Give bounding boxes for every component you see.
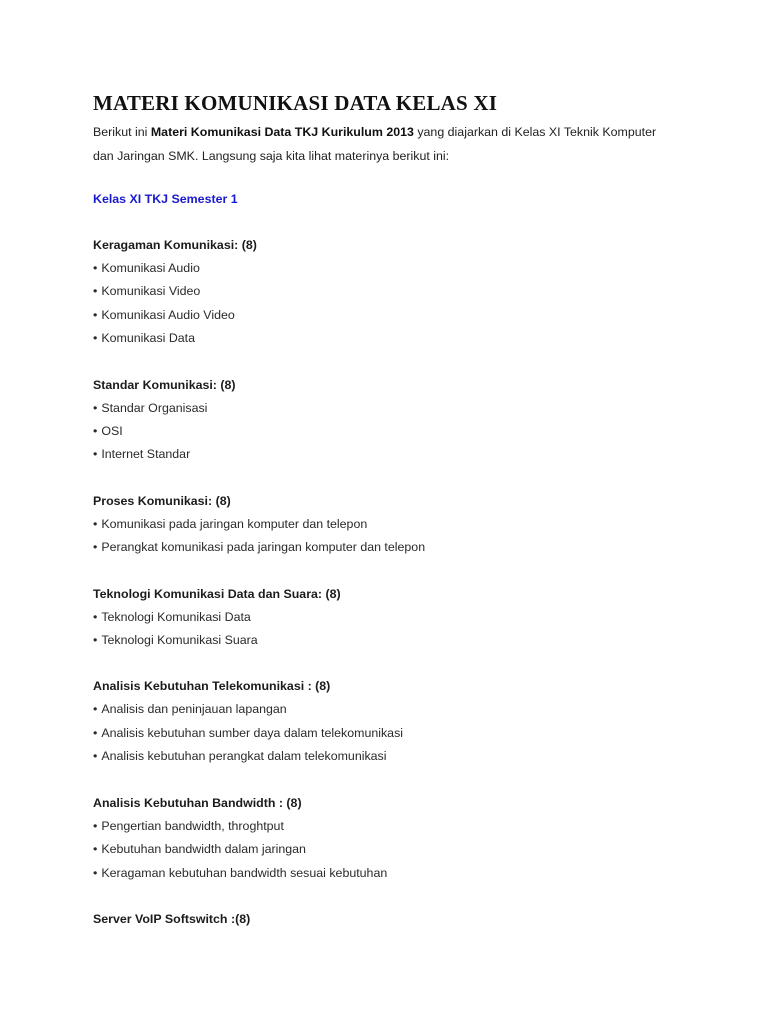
list-item xyxy=(93,606,733,629)
list-item-text: Keragaman kebutuhan bandwidth sesuai kebutuhan xyxy=(101,865,388,880)
list-item xyxy=(93,698,733,721)
list-item-text: Komunikasi Video xyxy=(101,284,201,299)
list-item xyxy=(93,257,733,280)
topic-list xyxy=(93,513,733,560)
list-item-text: Analisis dan peninjauan lapangan xyxy=(101,702,287,717)
topic-section xyxy=(93,233,733,351)
section-heading: Analisis Kebutuhan Bandwidth : (8) xyxy=(93,795,302,810)
bullet-icon: • xyxy=(93,725,98,740)
list-item xyxy=(93,420,733,443)
list-item-text: Pengertian bandwidth, throghtput xyxy=(101,818,284,833)
list-item-text: Komunikasi Audio xyxy=(101,261,200,275)
list-item-text: Analisis kebutuhan sumber daya dalam telekomunikasi xyxy=(101,725,404,740)
list-item xyxy=(93,327,733,350)
list-item xyxy=(93,536,733,559)
list-item xyxy=(93,304,733,327)
bullet-icon: • xyxy=(93,702,98,717)
section-heading: Analisis Kebutuhan Telekomunikasi : (8) xyxy=(93,679,331,694)
section-heading: Standar Komunikasi: (8) xyxy=(93,377,236,392)
list-item xyxy=(93,862,733,885)
list-item xyxy=(93,745,733,768)
list-item xyxy=(93,838,733,861)
document-page xyxy=(93,90,733,931)
list-item-text: Komunikasi Data xyxy=(101,331,196,346)
list-item-text: OSI xyxy=(101,424,123,439)
bullet-icon: • xyxy=(93,447,98,462)
list-item-text: Analisis kebutuhan perangkat dalam telekomunikasi xyxy=(101,749,387,764)
topic-list xyxy=(93,815,733,885)
bullet-icon: • xyxy=(93,749,98,764)
intro-paragraph xyxy=(93,120,673,168)
bullet-icon: • xyxy=(93,842,98,857)
topic-list xyxy=(93,606,733,653)
topic-section xyxy=(93,791,733,885)
bullet-icon: • xyxy=(93,331,98,346)
topic-list xyxy=(93,397,733,467)
section-heading: Teknologi Komunikasi Data dan Suara: (8) xyxy=(93,586,341,601)
bullet-icon: • xyxy=(93,818,98,833)
section-heading: Server VoIP Softswitch :(8) xyxy=(93,911,251,926)
list-item-text: Komunikasi Audio Video xyxy=(101,307,235,322)
topic-list xyxy=(93,698,733,768)
topic-section xyxy=(93,907,733,931)
bullet-icon: • xyxy=(93,609,98,624)
list-item xyxy=(93,629,733,652)
intro-bold-text: Materi Komunikasi Data TKJ Kurikulum 2013 xyxy=(150,125,414,139)
topic-section xyxy=(93,373,733,467)
list-item xyxy=(93,815,733,838)
list-item-text: Internet Standar xyxy=(101,447,191,462)
list-item-text: Komunikasi pada jaringan komputer dan telepon xyxy=(101,516,368,531)
topic-list xyxy=(93,257,733,351)
bullet-icon: • xyxy=(93,400,98,415)
bullet-icon: • xyxy=(93,540,98,555)
list-item xyxy=(93,280,733,303)
semester-link[interactable]: Kelas XI TKJ Semester 1 xyxy=(93,192,238,206)
list-item-text: Perangkat komunikasi pada jaringan komputer dan telepon xyxy=(101,540,426,555)
bullet-icon: • xyxy=(93,284,98,299)
topic-section xyxy=(93,582,733,653)
intro-suffix: yang diajarkan di Kelas XI Teknik Komputer dan Jaringan SMK. Langsung saja kita lihat materinya berikut ini: xyxy=(93,125,657,163)
bullet-icon: • xyxy=(93,865,98,880)
list-item xyxy=(93,513,733,536)
bullet-icon: • xyxy=(93,261,98,275)
topic-section xyxy=(93,489,733,560)
intro-prefix: Berikut ini xyxy=(93,125,151,139)
section-heading: Proses Komunikasi: (8) xyxy=(93,493,231,508)
list-item-text: Standar Organisasi xyxy=(101,400,208,415)
list-item xyxy=(93,722,733,745)
page-title: MATERI KOMUNIKASI DATA KELAS XI xyxy=(93,91,498,115)
list-item-text: Kebutuhan bandwidth dalam jaringan xyxy=(101,842,306,857)
section-heading: Keragaman Komunikasi: (8) xyxy=(93,238,257,252)
bullet-icon: • xyxy=(93,633,98,648)
list-item-text: Teknologi Komunikasi Data xyxy=(101,609,251,624)
list-item-text: Teknologi Komunikasi Suara xyxy=(101,633,258,648)
bullet-icon: • xyxy=(93,516,98,531)
bullet-icon: • xyxy=(93,424,98,439)
bullet-icon: • xyxy=(93,307,98,322)
topic-section xyxy=(93,674,733,768)
list-item xyxy=(93,443,733,466)
sections-container xyxy=(93,233,733,931)
list-item xyxy=(93,397,733,420)
